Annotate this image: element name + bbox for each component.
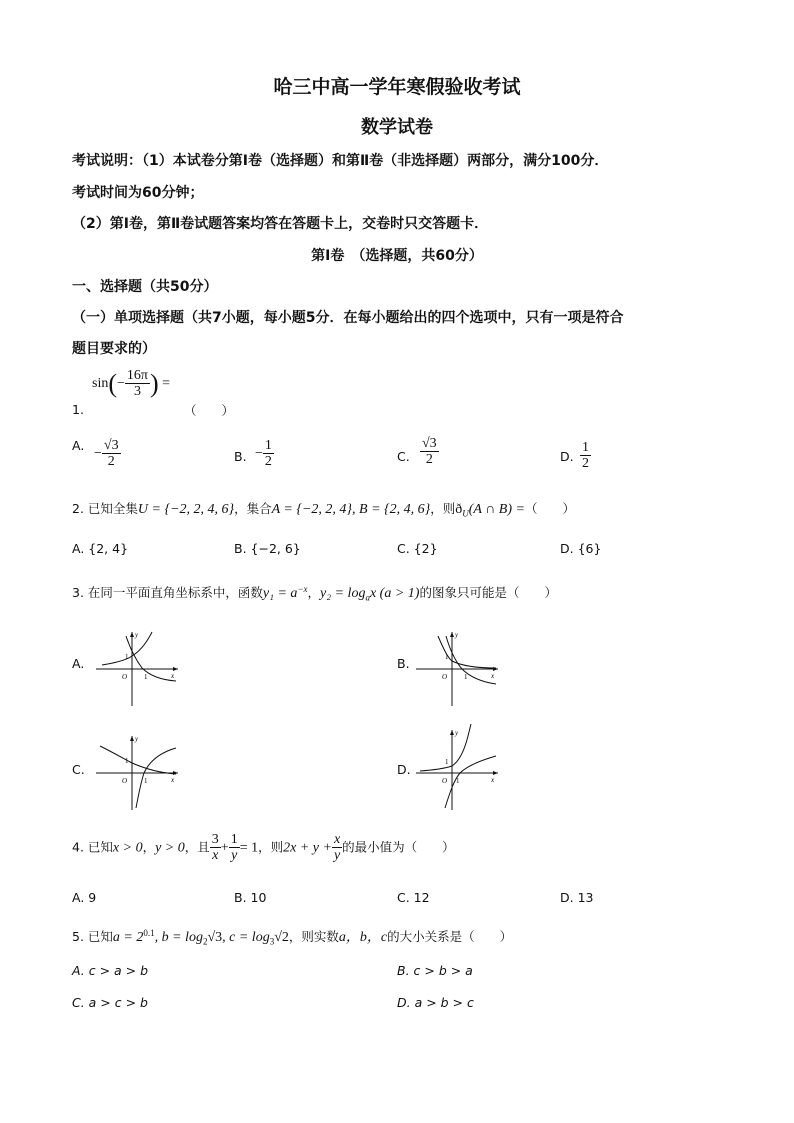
exam-title: 哈三中高一学年寒假验收考试 <box>273 76 521 98</box>
svg-text:1: 1 <box>445 653 449 661</box>
q1-option-c[interactable]: C. <box>397 449 410 464</box>
svg-text:1: 1 <box>445 758 449 766</box>
svg-text:O: O <box>122 777 128 785</box>
q3-graph-a <box>92 628 182 708</box>
q3-stem: 3. 在同一平面直角坐标系中，函数$y_1 = a^{-x}$，$y_2 = \log_ax$ (a > 1)的图象只可能是（ ） <box>72 583 557 603</box>
svg-text:O: O <box>442 673 448 681</box>
svg-text:1: 1 <box>144 777 148 785</box>
svg-text:1: 1 <box>464 673 468 681</box>
q3-option-b[interactable]: B. <box>397 656 410 671</box>
q1-sin: sin <box>92 376 109 392</box>
q2-option-d[interactable]: D. {6} <box>560 541 602 556</box>
q2-option-a[interactable]: A. {2, 4} <box>72 541 129 556</box>
q1-option-d[interactable]: D. <box>560 449 574 464</box>
subsection1-line2: 题目要求的） <box>72 341 156 357</box>
instructions-line2: 考试时间为60分钟； <box>72 185 204 201</box>
svg-text:y: y <box>455 631 459 639</box>
svg-text:x: x <box>491 776 495 784</box>
q4-option-c[interactable]: C. 12 <box>397 890 430 905</box>
svg-text:y: y <box>135 735 139 743</box>
q1-option-c-value: $\frac{√3}{2}$ <box>422 436 437 468</box>
q4-option-d[interactable]: D. 13 <box>560 890 594 905</box>
q5-stem: 5. 已知$a = 2^{0.1}$, $b = \log_2√3$, $c = \log_3√2$，则实数a，b，c的大小关系是（ ） <box>72 927 513 947</box>
svg-text:x: x <box>491 672 495 680</box>
part1-heading: 第Ⅰ卷 （选择题，共60分） <box>311 248 483 264</box>
axis-x-label: x <box>171 672 175 680</box>
instructions-line1: 考试说明：（1）本试卷分第Ⅰ卷（选择题）和第Ⅱ卷（非选择题）两部分，满分100分． <box>72 153 609 169</box>
exam-subtitle: 数学试卷 <box>361 117 433 138</box>
subsection1-line1: （一）单项选择题（共7小题，每小题5分．在每小题给出的四个选项中，只有一项是符合 <box>72 310 624 326</box>
q2-stem: 2. 已知全集U = {−2, 2, 4, 6}，集合A = {−2, 2, 4}, B = {2, 4, 6}，则$ð_U(A$ ∩ B) =（ ） <box>72 501 575 519</box>
q4-option-b[interactable]: B. 10 <box>234 890 267 905</box>
q3-option-c[interactable]: C. <box>72 762 85 777</box>
q2-option-b[interactable]: B. {−2, 6} <box>234 541 301 556</box>
q1-option-b[interactable]: B. <box>234 449 247 464</box>
origin-label: O <box>122 673 128 681</box>
q5-option-b[interactable]: B. c > b > a <box>397 963 473 978</box>
tick-one-y: 1 <box>125 653 129 661</box>
q1-blank: （ ） <box>184 403 235 418</box>
svg-text:y: y <box>455 729 459 737</box>
q5-option-d[interactable]: D. a > b > c <box>397 995 474 1010</box>
q1-expression: sin(− $\frac{16\pi}{3}$ ) = <box>92 368 171 400</box>
q3-option-a[interactable]: A. <box>72 656 85 671</box>
q2-option-c[interactable]: C. {2} <box>397 541 438 556</box>
q1-option-a-value: − $\frac{√3}{2}$ <box>94 438 119 470</box>
svg-text:x: x <box>171 776 175 784</box>
q3-graph-d <box>412 722 502 812</box>
axis-y-label: y <box>135 631 139 639</box>
instructions-line3: （2）第Ⅰ卷，第Ⅱ卷试题答案均答在答题卡上，交卷时只交答题卡． <box>72 216 489 232</box>
q4-stem: 4. 已知x > 0，y > 0，且 $\frac{3}{x}$ + $\frac{1}{y}$ = 1，则2x + y + $\frac{x}{y}$ 的最小值为（ ） <box>72 832 455 864</box>
q1-option-b-value: − $\frac{1}{2}$ <box>255 438 272 470</box>
svg-text:1: 1 <box>456 777 460 785</box>
q1-number: 1. <box>72 402 84 417</box>
q5-option-a[interactable]: A. c > a > b <box>72 963 149 978</box>
q1-option-d-value: $\frac{1}{2}$ <box>582 440 589 472</box>
q4-option-a[interactable]: A. 9 <box>72 890 97 905</box>
q3-graph-c <box>92 732 182 812</box>
q5-option-c[interactable]: C. a > c > b <box>72 995 148 1010</box>
svg-text:O: O <box>442 777 448 785</box>
q3-option-d[interactable]: D. <box>397 762 411 777</box>
section1-heading: 一、选择题（共50分） <box>72 279 218 295</box>
q1-option-a[interactable]: A. <box>72 438 85 453</box>
tick-one-x: 1 <box>144 673 148 681</box>
svg-text:1: 1 <box>125 757 129 765</box>
q3-graph-b <box>412 628 502 708</box>
